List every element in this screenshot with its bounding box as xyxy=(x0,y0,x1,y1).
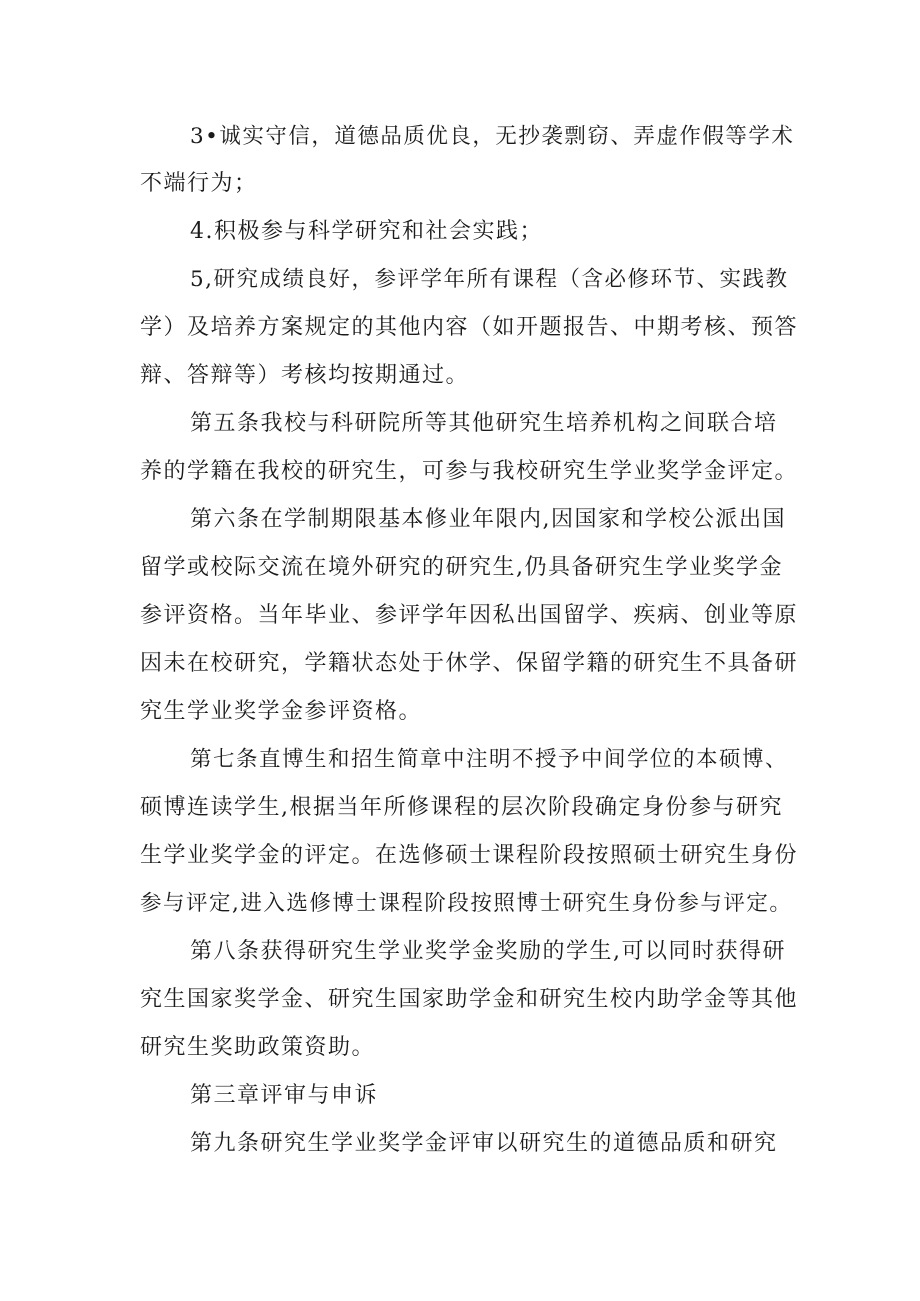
text-line: 不端行为； xyxy=(140,171,258,196)
text-line: 4.积极参与科学研究和社会实践； xyxy=(190,219,543,244)
text-line: 5,研究成绩良好，参评学年所有课程（含必修环节、实践教 xyxy=(190,267,789,292)
text-line: 第八条获得研究生学业奖学金奖励的学生,可以同时获得研 xyxy=(190,939,786,964)
text-line: 第六条在学制期限基本修业年限内,因国家和学校公派出国 xyxy=(190,507,786,532)
text-line: 因未在校研究，学籍状态处于休学、保留学籍的研究生不具备研 xyxy=(140,651,799,676)
text-line: 参与评定,进入选修博士课程阶段按照博士研究生身份参与评定。 xyxy=(140,891,793,916)
text-line: 第九条研究生学业奖学金评审以研究生的道德品质和研究 xyxy=(190,1131,778,1156)
text-line: 辩、答辩等）考核均按期通过。 xyxy=(140,363,470,388)
text-line: 研究生奖助政策资助。 xyxy=(140,1035,376,1060)
text-line: 参评资格。当年毕业、参评学年因私出国留学、疾病、创业等原 xyxy=(140,603,799,628)
text-line: 第五条我校与科研院所等其他研究生培养机构之间联合培 xyxy=(190,411,778,436)
text-line: 养的学籍在我校的研究生，可参与我校研究生学业奖学金评定。 xyxy=(140,459,799,484)
text-line: 学）及培养方案规定的其他内容（如开题报告、中期考核、预答 xyxy=(140,315,799,340)
text-line: 生学业奖学金的评定。在选修硕士课程阶段按照硕士研究生身份 xyxy=(140,843,799,868)
text-line: 留学或校际交流在境外研究的研究生,仍具备研究生学业奖学金 xyxy=(140,555,783,580)
text-line: 硕博连读学生,根据当年所修课程的层次阶段确定身份参与研究 xyxy=(140,795,783,820)
text-line: 3•诚实守信，道德品质优良，无抄袭剽窃、弄虚作假等学术 xyxy=(190,124,795,149)
text-line: 第七条直博生和招生简章中注明不授予中间学位的本硕博、 xyxy=(190,747,789,772)
text-line: 究生学业奖学金参评资格。 xyxy=(140,699,423,724)
text-line: 究生国家奖学金、研究生国家助学金和研究生校内助学金等其他 xyxy=(140,987,799,1012)
chapter-heading: 第三章评审与申诉 xyxy=(190,1083,379,1108)
